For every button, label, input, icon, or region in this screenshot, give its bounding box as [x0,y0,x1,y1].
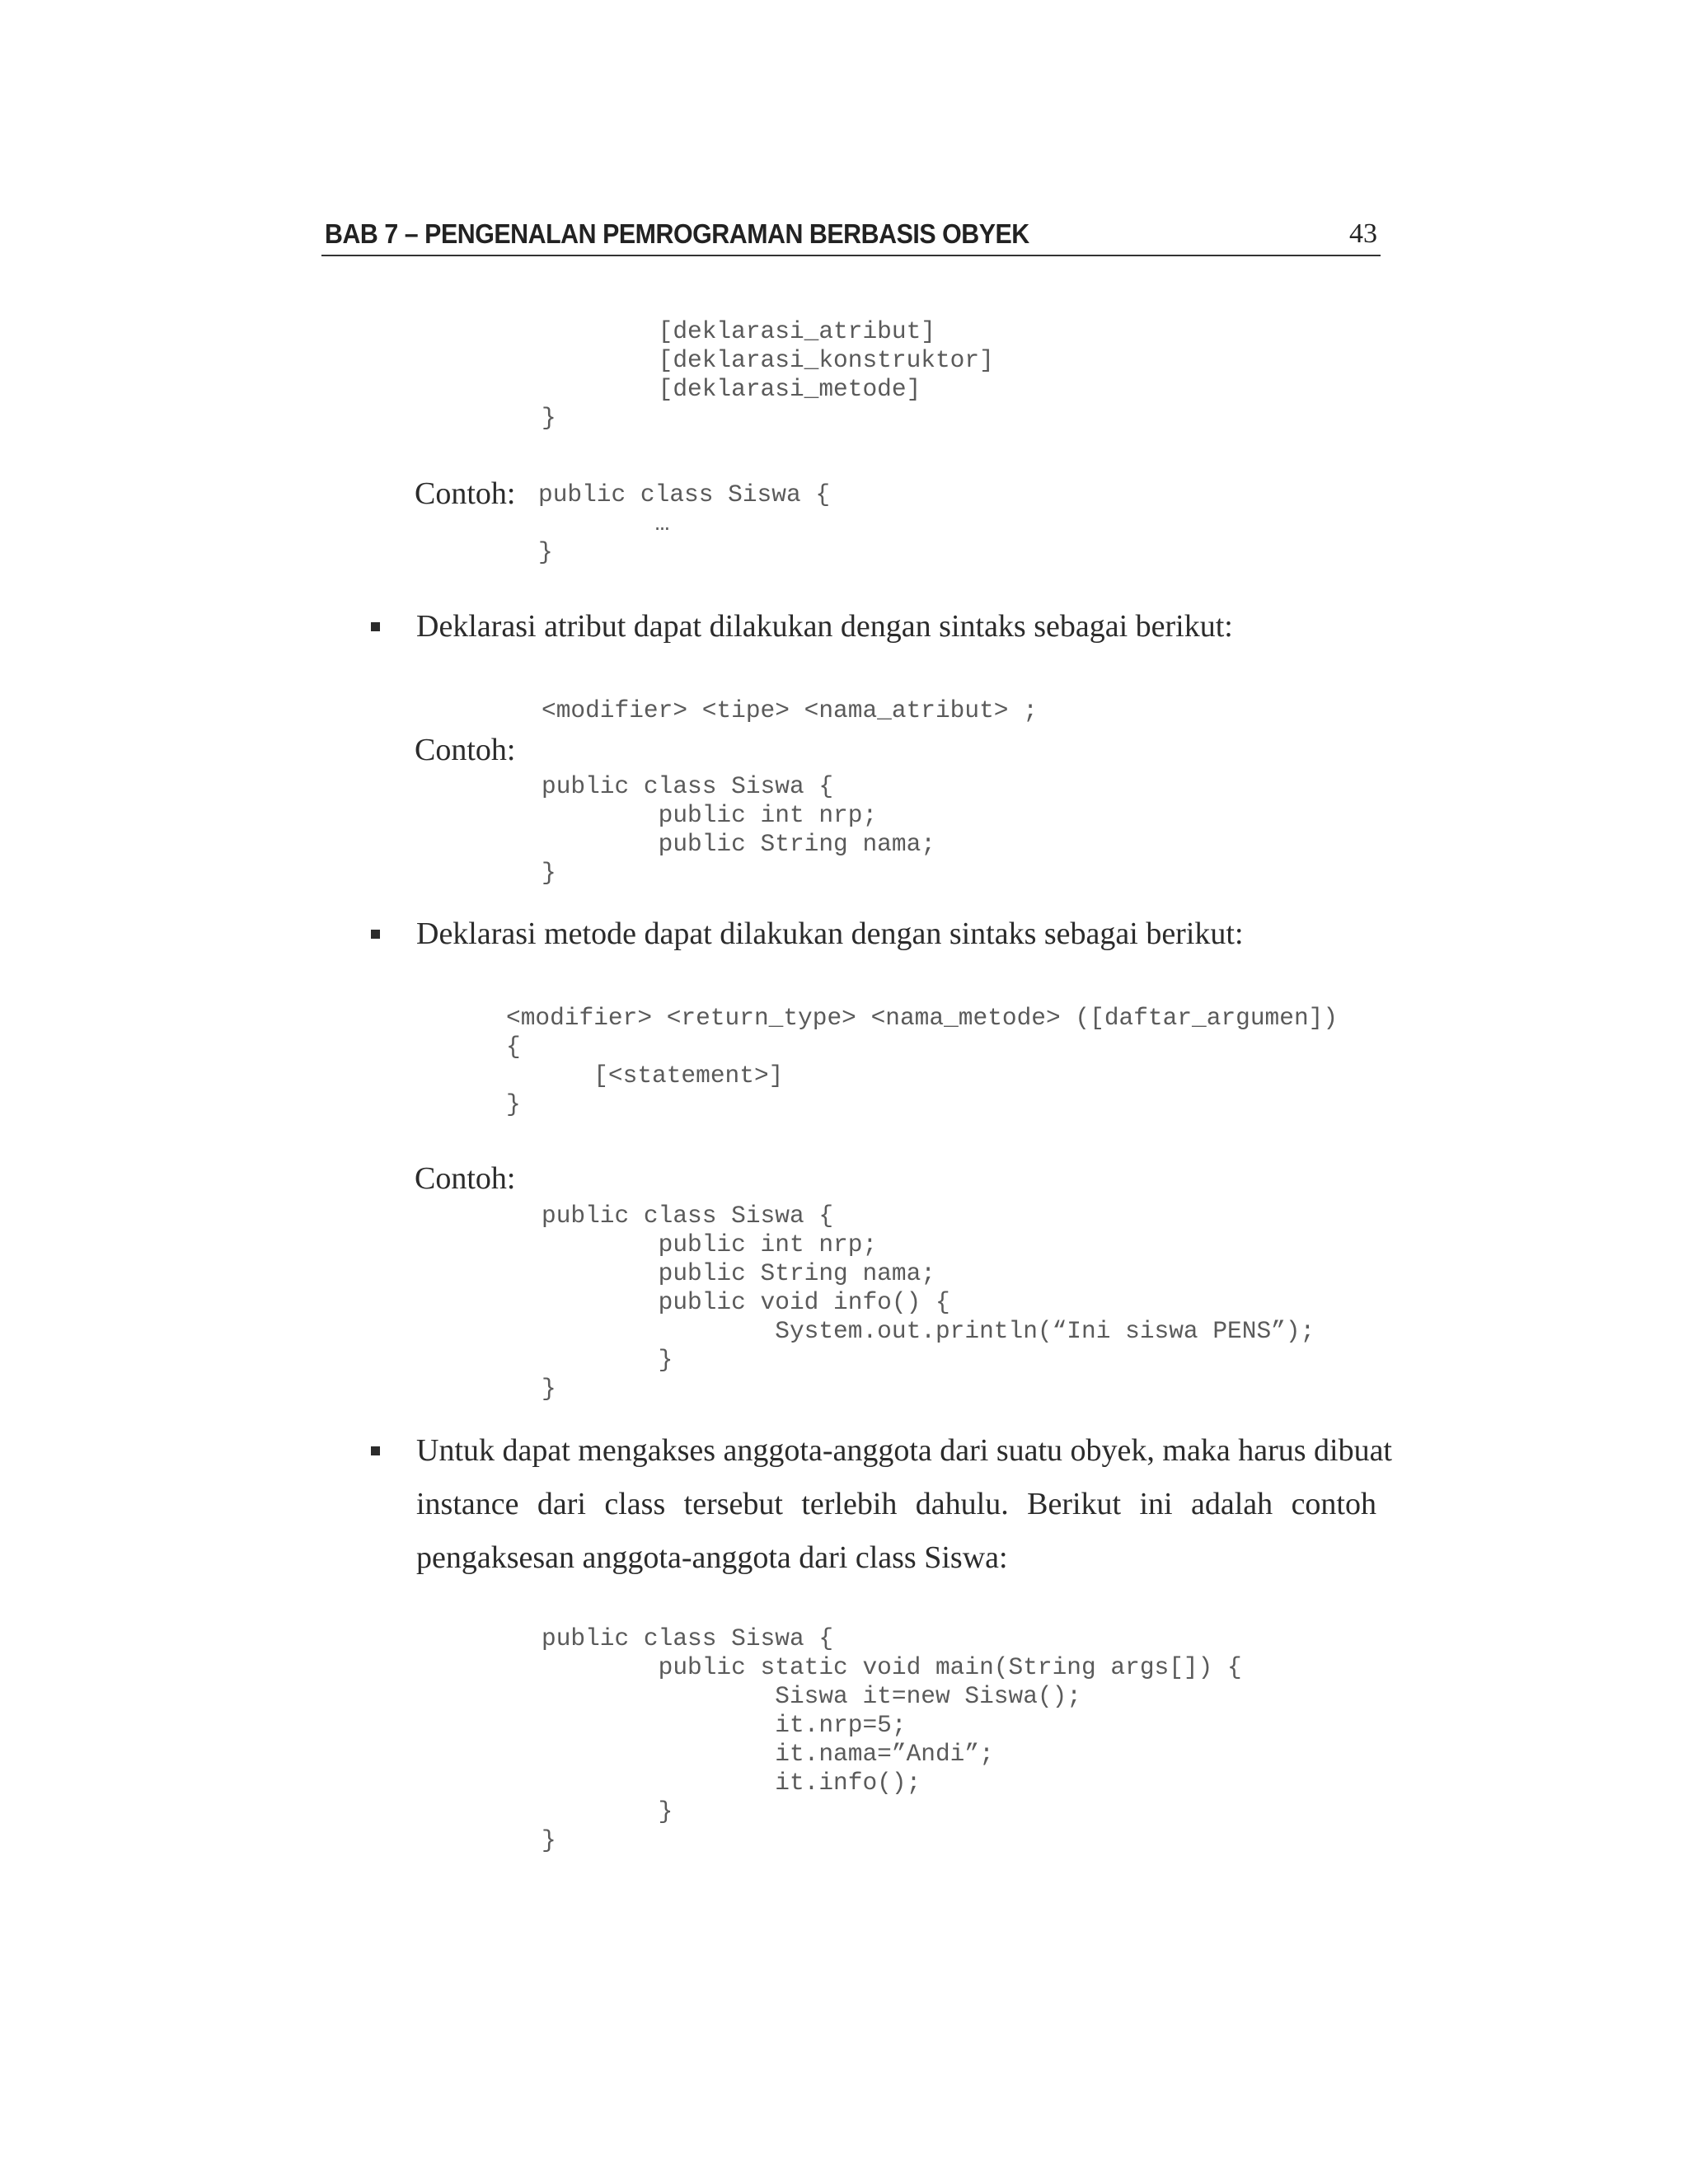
class-example-code: public class Siswa { … } [538,480,831,566]
contoh-label-1: Contoh: [415,476,516,511]
paragraph-line: instance dari class tersebut terlebih dahulu. Berikut ini adalah contoh [416,1487,1376,1521]
access-example-code: public class Siswa { public static void main(String args[]) { Siswa it=new Siswa(); it.nrp=5; it.nama=”Andi”; it.info(); } } [542,1624,1242,1854]
contoh-label-3: Contoh: [415,1161,516,1196]
page-number: 43 [1349,218,1377,249]
bullet-icon [371,622,380,631]
bullet-attribute-text: Deklarasi atribut dapat dilakukan dengan sintaks sebagai berikut: [416,609,1233,644]
class-syntax-code: [deklarasi_atribut] [deklarasi_konstruktor] [deklarasi_metode] } [542,317,994,432]
bullet-icon [371,1446,380,1455]
method-example-code: public class Siswa { public int nrp; public String nama; public void info() { System.out.println(“Ini siswa PENS”); } } [542,1202,1315,1403]
contoh-label-2: Contoh: [415,733,516,767]
chapter-title: BAB 7 – PENGENALAN PEMROGRAMAN BERBASIS OBYEK [325,218,1029,249]
attribute-example-code: public class Siswa { public int nrp; public String nama; } [542,772,935,887]
bullet-icon [371,930,380,939]
attribute-syntax-code: <modifier> <tipe> <nama_atribut> ; [542,696,1038,724]
page-header [321,217,1381,256]
method-syntax-code: <modifier> <return_type> <nama_metode> ([daftar_argumen]) { [<statement>] } [506,1004,1339,1118]
paragraph-line: Untuk dapat mengakses anggota-anggota dari suatu obyek, maka harus dibuat [416,1433,1392,1468]
bullet-access-paragraph [416,1424,1392,1585]
paragraph-line: pengaksesan anggota-anggota dari class Siswa: [416,1540,1008,1575]
bullet-method-text: Deklarasi metode dapat dilakukan dengan sintaks sebagai berikut: [416,916,1244,951]
